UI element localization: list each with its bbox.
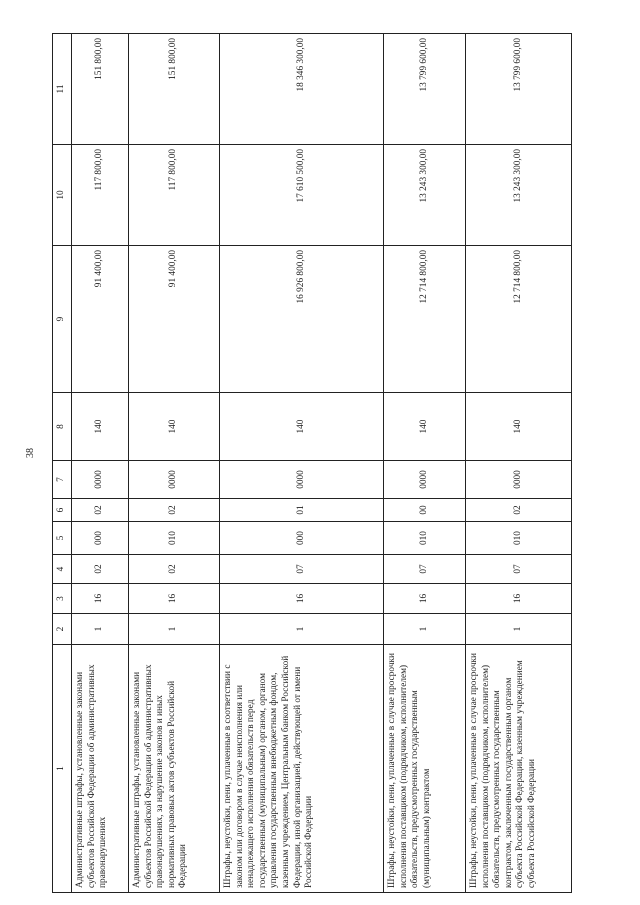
- table-cell: 140: [72, 393, 129, 461]
- column-header: 3: [53, 584, 72, 614]
- amount-cell: 13 799 600,00: [384, 34, 466, 145]
- page-number: 38: [25, 448, 36, 458]
- table-cell: 140: [466, 393, 572, 461]
- table-row: [384, 34, 466, 893]
- table-cell: 1: [72, 614, 129, 645]
- table-cell: 0000: [384, 461, 466, 499]
- row-description: Штрафы, неустойки, пени, уплаченные в случае просрочки исполнения поставщиком (подрядчиком, исполнителем) обязательств, предусмотренных государственным (муниципальным) контрактом: [384, 645, 466, 893]
- column-header: 10: [53, 145, 72, 246]
- amount-cell: 91 400,00: [72, 246, 129, 393]
- amount-cell: 117 800,00: [129, 145, 220, 246]
- column-header: 5: [53, 522, 72, 555]
- amount-cell: 91 400,00: [129, 246, 220, 393]
- amount-cell: 151 800,00: [72, 34, 129, 145]
- table-cell: 0000: [466, 461, 572, 499]
- table-cell: 0000: [72, 461, 129, 499]
- table-cell: 16: [72, 584, 129, 614]
- row-description: Штрафы, неустойки, пени, уплаченные в соответствии с законом или договором в случае неисполнения или ненадлежащего исполнения обязательств перед государственным (муниципальным) органом, органом управления государственным внебюджетным фондом, казенным учреждением, Центральным банком Российской Федерации, иной организацией, действующей от имени Российской Федерации: [220, 645, 384, 893]
- table-cell: 140: [129, 393, 220, 461]
- rotated-table-container: [52, 34, 570, 893]
- header-row: [53, 34, 72, 893]
- column-header: 2: [53, 614, 72, 645]
- amount-cell: 17 610 500,00: [220, 145, 384, 246]
- table-cell: 07: [384, 555, 466, 584]
- table-cell: 16: [129, 584, 220, 614]
- budget-revenue-table: [52, 33, 572, 893]
- table-cell: 02: [129, 555, 220, 584]
- row-description: Штрафы, неустойки, пени, уплаченные в случае просрочки исполнения поставщиком (подрядчиком, исполнителем) обязательств, предусмотренных государственным контрактом, заключенным государственным органом субъекта Российской Федерации, казенным учреждением субъекта Российской Федерации: [466, 645, 572, 893]
- table-cell: 02: [466, 499, 572, 522]
- table-cell: 1: [466, 614, 572, 645]
- table-cell: 010: [466, 522, 572, 555]
- amount-cell: 13 799 600,00: [466, 34, 572, 145]
- table-cell: 07: [466, 555, 572, 584]
- table-cell: 02: [72, 555, 129, 584]
- table-cell: 010: [384, 522, 466, 555]
- column-header: 7: [53, 461, 72, 499]
- amount-cell: 12 714 800,00: [384, 246, 466, 393]
- column-header: 6: [53, 499, 72, 522]
- table-cell: 000: [72, 522, 129, 555]
- table-cell: 140: [384, 393, 466, 461]
- table-cell: 16: [220, 584, 384, 614]
- table-cell: 07: [220, 555, 384, 584]
- table-row: [72, 34, 129, 893]
- table-cell: 02: [72, 499, 129, 522]
- table-row: [220, 34, 384, 893]
- table-cell: 01: [220, 499, 384, 522]
- amount-cell: 18 346 300,00: [220, 34, 384, 145]
- column-header: 1: [53, 645, 72, 893]
- table-cell: 02: [129, 499, 220, 522]
- table-cell: 16: [384, 584, 466, 614]
- row-description: Административные штрафы, установленные законами субъектов Российской Федерации об административных правонарушениях: [72, 645, 129, 893]
- table-cell: 010: [129, 522, 220, 555]
- amount-cell: 12 714 800,00: [466, 246, 572, 393]
- table-cell: 140: [220, 393, 384, 461]
- row-description: Административные штрафы, установленные законами субъектов Российской Федерации об административных правонарушениях, за нарушение законов и иных нормативных правовых актов субъектов Российской Федерации: [129, 645, 220, 893]
- table-cell: 000: [220, 522, 384, 555]
- table-cell: 1: [220, 614, 384, 645]
- table-cell: 16: [466, 584, 572, 614]
- table-row: [466, 34, 572, 893]
- column-header: 11: [53, 34, 72, 145]
- amount-cell: 117 800,00: [72, 145, 129, 246]
- column-header: 9: [53, 246, 72, 393]
- table-cell: 0000: [129, 461, 220, 499]
- amount-cell: 16 926 800,00: [220, 246, 384, 393]
- table-cell: 1: [384, 614, 466, 645]
- table-row: [129, 34, 220, 893]
- table-cell: 0000: [220, 461, 384, 499]
- amount-cell: 13 243 300,00: [384, 145, 466, 246]
- column-header: 4: [53, 555, 72, 584]
- amount-cell: 151 800,00: [129, 34, 220, 145]
- amount-cell: 13 243 300,00: [466, 145, 572, 246]
- column-header: 8: [53, 393, 72, 461]
- table-cell: 1: [129, 614, 220, 645]
- table-cell: 00: [384, 499, 466, 522]
